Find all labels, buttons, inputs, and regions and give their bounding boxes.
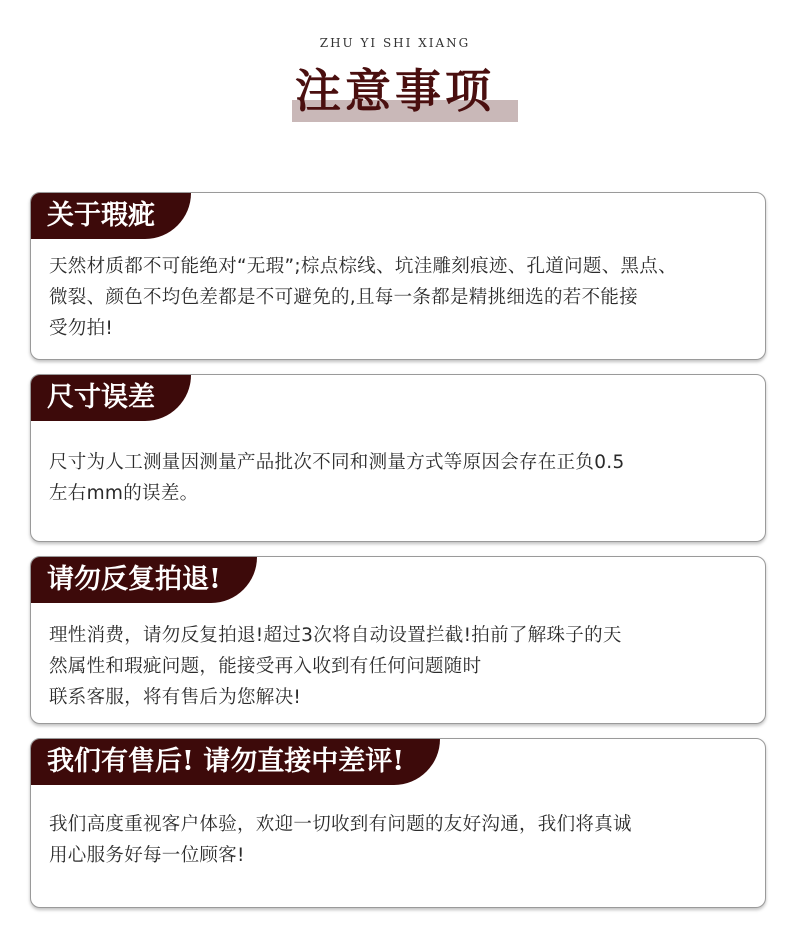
page-subtitle: ZHU YI SHI XIANG [319,36,471,50]
notice-card-size-error [30,374,766,542]
card-heading: 尺寸误差 [31,375,191,421]
notice-card-after-sales [30,738,766,908]
card-body [49,447,751,509]
page-title: 注意事项 [295,64,495,118]
notice-card-no-returns [30,556,766,724]
card-text-line: 用心服务好每一位顾客! [49,845,245,866]
card-text-line: 我们高度重视客户体验，欢迎一切收到有问题的友好沟通，我们将真诚 [49,814,632,835]
card-text-line: 左右mm的误差。 [49,483,199,504]
notice-card-flaws [30,192,766,360]
card-text-line: 微裂、颜色不均色差都是不可避免的,且每一条都是精挑细选的若不能接 [49,287,638,308]
card-text-line: 受勿拍! [49,318,114,339]
card-heading: 关于瑕疵 [31,193,191,239]
card-text-line: 然属性和瑕疵问题，能接受再入收到有任何问题随时 [49,656,482,677]
card-heading: 我们有售后! 请勿直接中差评! [31,739,440,785]
card-text-line: 联系客服，将有售后为您解决! [49,687,302,708]
card-text-line: 尺寸为人工测量因测量产品批次不同和测量方式等原因会存在正负0.5 [49,452,625,473]
page-header [0,0,790,140]
card-body [49,251,751,344]
card-text-line: 天然材质都不可能绝对“无瑕”;棕点棕线、坑洼雕刻痕迹、孔道问题、黑点、 [49,256,677,277]
card-text-line: 理性消费，请勿反复拍退!超过3次将自动设置拦截!拍前了解珠子的天 [49,625,622,646]
card-body [49,809,751,871]
card-body [49,620,751,713]
card-heading: 请勿反复拍退! [31,557,257,603]
